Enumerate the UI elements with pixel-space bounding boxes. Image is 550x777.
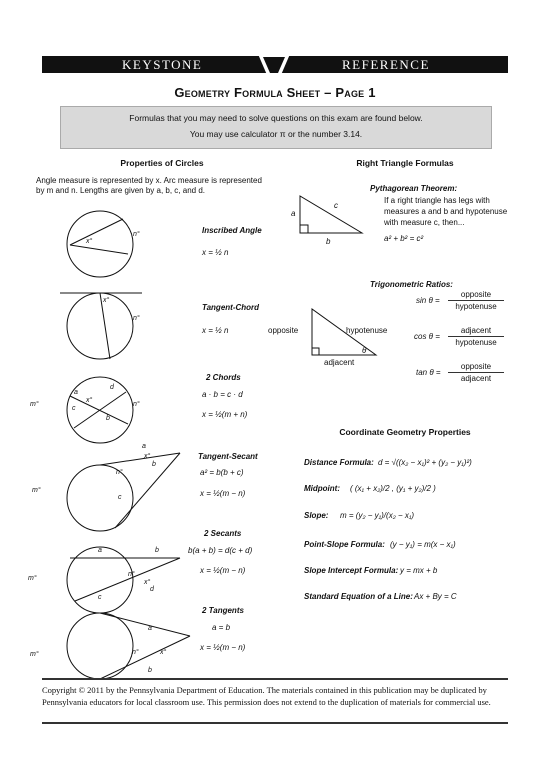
inscribed-angle-formula: x = ½ n [202,248,229,257]
two-chords-title: 2 Chords [206,373,241,382]
svg-text:a: a [98,547,102,554]
tan-numerator: opposite [460,362,492,371]
tan-denominator: adjacent [460,374,492,383]
svg-text:x°: x° [86,397,93,404]
pythagorean-text-1: If a right triangle has legs with [384,196,490,205]
svg-text:x°: x° [103,297,110,304]
slope-formula: m = (y₂ − y₁)/(x₂ − x₁) [340,511,415,520]
svg-text:a: a [148,625,152,632]
distance-label: Distance Formula: [304,458,374,467]
two-secants-title: 2 Secants [204,529,242,538]
svg-text:a: a [291,209,296,218]
pythagorean-text-3: with measure c, then... [384,218,465,227]
point-slope-formula: (y − y₁) = m(x − x₁) [390,540,456,549]
svg-text:n°: n° [116,469,123,476]
circles-heading: Properties of Circles [120,158,204,168]
svg-text:b: b [155,547,159,554]
tangent-secant-title: Tangent-Secant [198,452,258,461]
page-title: Geometry Formula Sheet – Page 1 [174,85,376,100]
svg-text:d: d [150,586,154,593]
cos-fraction-bar [448,336,504,337]
svg-text:b: b [152,461,156,468]
svg-text:m°: m° [30,401,39,408]
tangent-secant-formula-2: x = ½(m − n) [200,489,246,498]
svg-text:m°: m° [28,575,37,582]
svg-text:b: b [148,667,152,674]
trig-label-opposite: opposite [268,326,299,335]
svg-text:b: b [326,237,331,246]
cos-numerator: adjacent [460,326,492,335]
sin-fraction-bar [448,300,504,301]
svg-text:b: b [106,415,110,422]
two-chords-formula-1: a · b = c · d [202,390,243,399]
svg-text:a: a [142,443,146,450]
trig-label-adjacent: adjacent [324,358,355,367]
notice-line-1: Formulas that you may need to solve questions on this exam are found below. [129,113,423,123]
inscribed-angle-title: Inscribed Angle [202,226,262,235]
svg-text:n°: n° [133,315,140,322]
two-tangents-formula-2: x = ½(m − n) [200,643,246,652]
circle-diagrams [30,196,290,676]
tan-lhs: tan θ = [416,368,441,377]
slope-intercept-label: Slope Intercept Formula: [304,566,399,575]
svg-text:n°: n° [128,571,135,578]
banner-left-text: KEYSTONE [122,57,203,72]
pythagorean-triangle [290,188,370,248]
pythagorean-text-2: measures a and b and hypotenuse [384,207,508,216]
notice-box [60,106,492,149]
svg-text:n°: n° [133,231,140,238]
midpoint-formula: ( (x₁ + x₂)/2 , (y₁ + y₂)/2 ) [350,484,436,493]
coordinate-heading: Coordinate Geometry Properties [339,427,471,437]
tangent-chord-formula: x = ½ n [202,326,229,335]
svg-text:c: c [72,405,76,412]
svg-text:c: c [334,201,338,210]
distance-formula: d = √((x₂ − x₁)² + (y₂ − y₁)²) [378,458,472,467]
sin-lhs: sin θ = [416,296,440,305]
footer-rule-top [42,678,508,680]
circles-intro-2: by m and n. Lengths are given by a, b, c, and d. [36,186,205,195]
tan-fraction-bar [448,372,504,373]
header-banner [42,56,508,73]
right-triangle-heading: Right Triangle Formulas [356,158,454,168]
two-secants-formula-1: b(a + b) = d(c + d) [188,546,253,555]
sin-denominator: hypotenuse [455,302,497,311]
cos-lhs: cos θ = [414,332,440,341]
trig-title: Trigonometric Ratios: [370,280,453,289]
svg-text:c: c [118,494,122,501]
two-tangents-formula-1: a = b [212,623,231,632]
standard-equation-label: Standard Equation of a Line: [304,592,413,601]
svg-text:x°: x° [86,238,93,245]
svg-text:n°: n° [133,401,140,408]
pythagorean-title: Pythagorean Theorem: [370,184,458,193]
keystone-logo-icon [256,54,292,75]
svg-text:d: d [110,384,114,391]
svg-text:n°: n° [132,649,139,656]
slope-intercept-formula: y = mx + b [400,566,438,575]
standard-equation-formula: Ax + By = C [414,592,457,601]
banner-right-text: REFERENCE [342,57,430,72]
trig-label-theta: θ [362,346,367,355]
notice-line-2: You may use calculator π or the number 3.14. [189,129,363,139]
cos-denominator: hypotenuse [455,338,497,347]
sin-numerator: opposite [460,290,492,299]
footer-rule-bottom [42,722,508,724]
two-tangents-title: 2 Tangents [202,606,244,615]
svg-text:a: a [74,389,78,396]
tangent-chord-title: Tangent-Chord [202,303,260,312]
svg-text:m°: m° [30,651,39,658]
svg-text:x°: x° [160,649,167,656]
copyright-footer: Copyright © 2011 by the Pennsylvania Department of Education. The materials contained in this publication may be duplicated by Pennsylvania educators for local classroom use. This permission does not extend to the duplication of materials for commercial use. [42,685,491,707]
svg-text:x°: x° [144,453,151,460]
trig-label-hypotenuse: hypotenuse [346,326,388,335]
midpoint-label: Midpoint: [304,484,340,493]
svg-text:m°: m° [32,487,41,494]
svg-text:x°: x° [144,579,151,586]
two-chords-formula-2: x = ½(m + n) [202,410,248,419]
slope-label: Slope: [304,511,329,520]
two-secants-formula-2: x = ½(m − n) [200,566,246,575]
circles-intro-1: Angle measure is represented by x. Arc measure is represented [36,176,262,185]
svg-text:c: c [98,594,102,601]
pythagorean-formula: a² + b² = c² [384,234,424,243]
tangent-secant-formula-1: a² = b(b + c) [200,468,244,477]
point-slope-label: Point-Slope Formula: [304,540,385,549]
